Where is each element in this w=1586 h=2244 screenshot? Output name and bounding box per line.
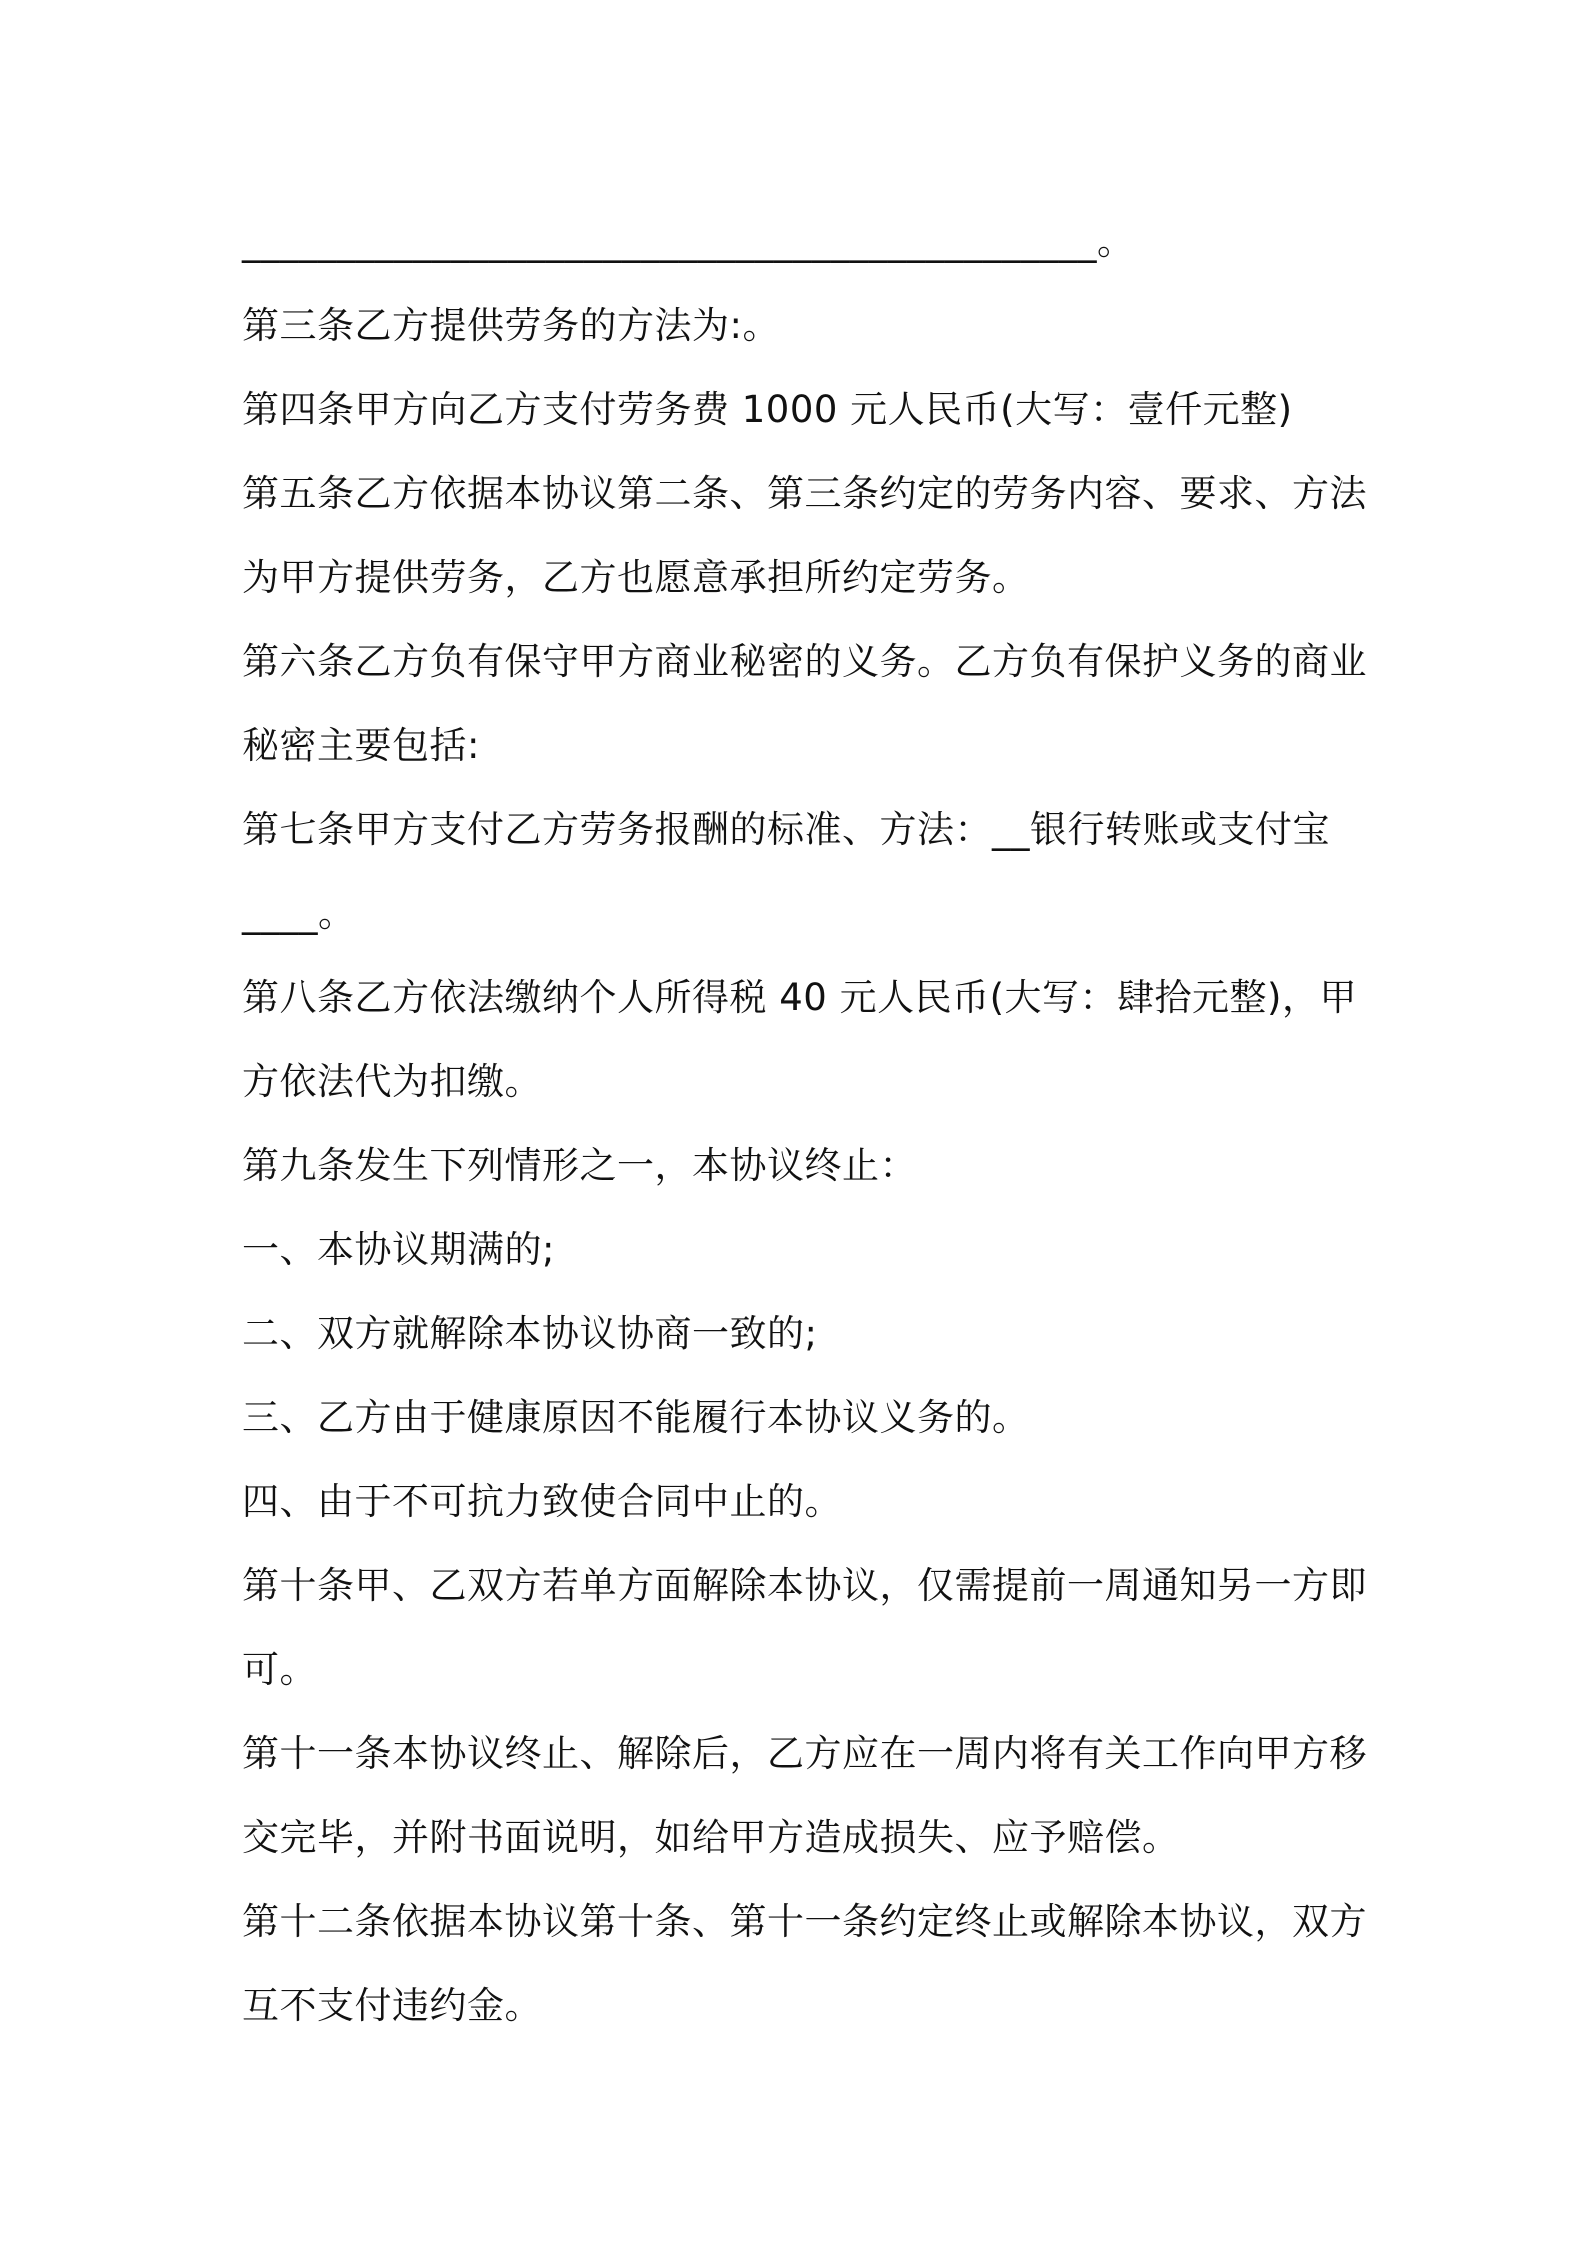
- article-6-line-1: 第六条乙方负有保守甲方商业秘密的义务。乙方负有保护义务的商业: [242, 640, 1367, 683]
- termination-item-4: 四、由于不可抗力致使合同中止的。: [242, 1480, 842, 1523]
- article-11-line-1: 第十一条本协议终止、解除后，乙方应在一周内将有关工作向甲方移: [242, 1732, 1367, 1775]
- article-7-line-1: 第七条甲方支付乙方劳务报酬的标准、方法：__银行转账或支付宝: [242, 808, 1330, 851]
- article-8-line-1: 第八条乙方依法缴纳个人所得税 40 元人民币(大写：肆拾元整)，甲: [242, 976, 1357, 1019]
- article-12-line-1: 第十二条依据本协议第十条、第十一条约定终止或解除本协议，双方: [242, 1900, 1367, 1943]
- article-9: 第九条发生下列情形之一，本协议终止：: [242, 1144, 917, 1187]
- article-3: 第三条乙方提供劳务的方法为:。: [242, 304, 780, 347]
- article-10-line-2: 可。: [242, 1648, 317, 1691]
- article-5-line-1: 第五条乙方依据本协议第二条、第三条约定的劳务内容、要求、方法: [242, 472, 1367, 515]
- article-6-line-2: 秘密主要包括:: [242, 724, 480, 767]
- blank-fill-line: _____________________________________________。: [242, 220, 1135, 263]
- article-5-line-2: 为甲方提供劳务，乙方也愿意承担所约定劳务。: [242, 556, 1030, 599]
- article-11-line-2: 交完毕，并附书面说明，如给甲方造成损失、应予赔偿。: [242, 1816, 1180, 1859]
- termination-item-3: 三、乙方由于健康原因不能履行本协议义务的。: [242, 1396, 1030, 1439]
- document-body: [242, 200, 1367, 2048]
- article-12-line-2: 互不支付违约金。: [242, 1984, 542, 2027]
- article-10-line-1: 第十条甲、乙双方若单方面解除本协议，仅需提前一周通知另一方即: [242, 1564, 1367, 1607]
- article-4: 第四条甲方向乙方支付劳务费 1000 元人民币(大写：壹仟元整): [242, 388, 1293, 431]
- termination-item-2: 二、双方就解除本协议协商一致的;: [242, 1312, 818, 1355]
- article-8-line-2: 方依法代为扣缴。: [242, 1060, 542, 1103]
- article-7-line-2: ____。: [242, 892, 356, 935]
- termination-item-1: 一、本协议期满的;: [242, 1228, 555, 1271]
